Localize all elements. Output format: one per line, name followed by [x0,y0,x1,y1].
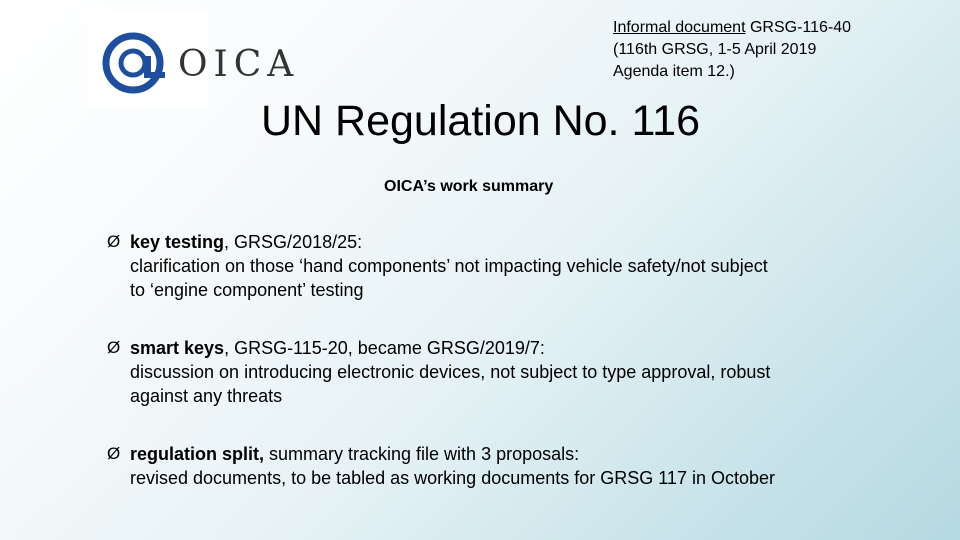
page-subtitle: OICA’s work summary [384,178,554,195]
oica-logo [88,10,300,107]
doc-label: Informal document [613,19,746,36]
bullet-bold-text: smart keys [130,338,225,358]
reference-session: (116th GRSG, 1-5 April 2019 [613,41,817,58]
bullet-rest-text: summary tracking file with 3 proposals: [264,444,580,464]
bullet-detail-line: revised documents, to be tabled as working documents for GRSG 117 in October [130,468,775,488]
reference-agenda: Agenda item 12.) [613,63,735,80]
logo-wordmark: OICA [178,44,300,85]
doc-number: GRSG-116-40 [745,19,852,36]
reference-line-1 [613,17,851,39]
arrow-bullet-icon: Ø [107,338,121,357]
bullet-heading [130,336,770,360]
bullet-bold-text: regulation split, [130,444,265,464]
bullet-heading [130,442,775,466]
bullet-rest-text: , GRSG-115-20, became GRSG/2019/7: [224,338,545,358]
bullet-item [107,230,768,302]
bullet-detail-line: to ‘engine component’ testing [130,280,364,300]
bullet-detail-line: discussion on introducing electronic devices, not subject to type approval, robust [130,362,771,382]
bullet-bold-text: key testing [130,232,225,252]
bullet-rest-text: , GRSG/2018/25: [224,232,363,252]
bullet-detail-line: clarification on those ‘hand components’ not impacting vehicle safety/not subject [130,256,768,276]
bullet-item [107,442,775,490]
bullet-detail-line: against any threats [130,386,283,406]
arrow-bullet-icon: Ø [107,444,121,463]
arrow-bullet-icon: Ø [107,232,121,251]
oica-at-icon [100,32,170,94]
bullet-heading [130,230,768,254]
document-reference [613,17,851,83]
bullet-item [107,336,770,408]
page-title: UN Regulation No. 116 [261,97,701,145]
